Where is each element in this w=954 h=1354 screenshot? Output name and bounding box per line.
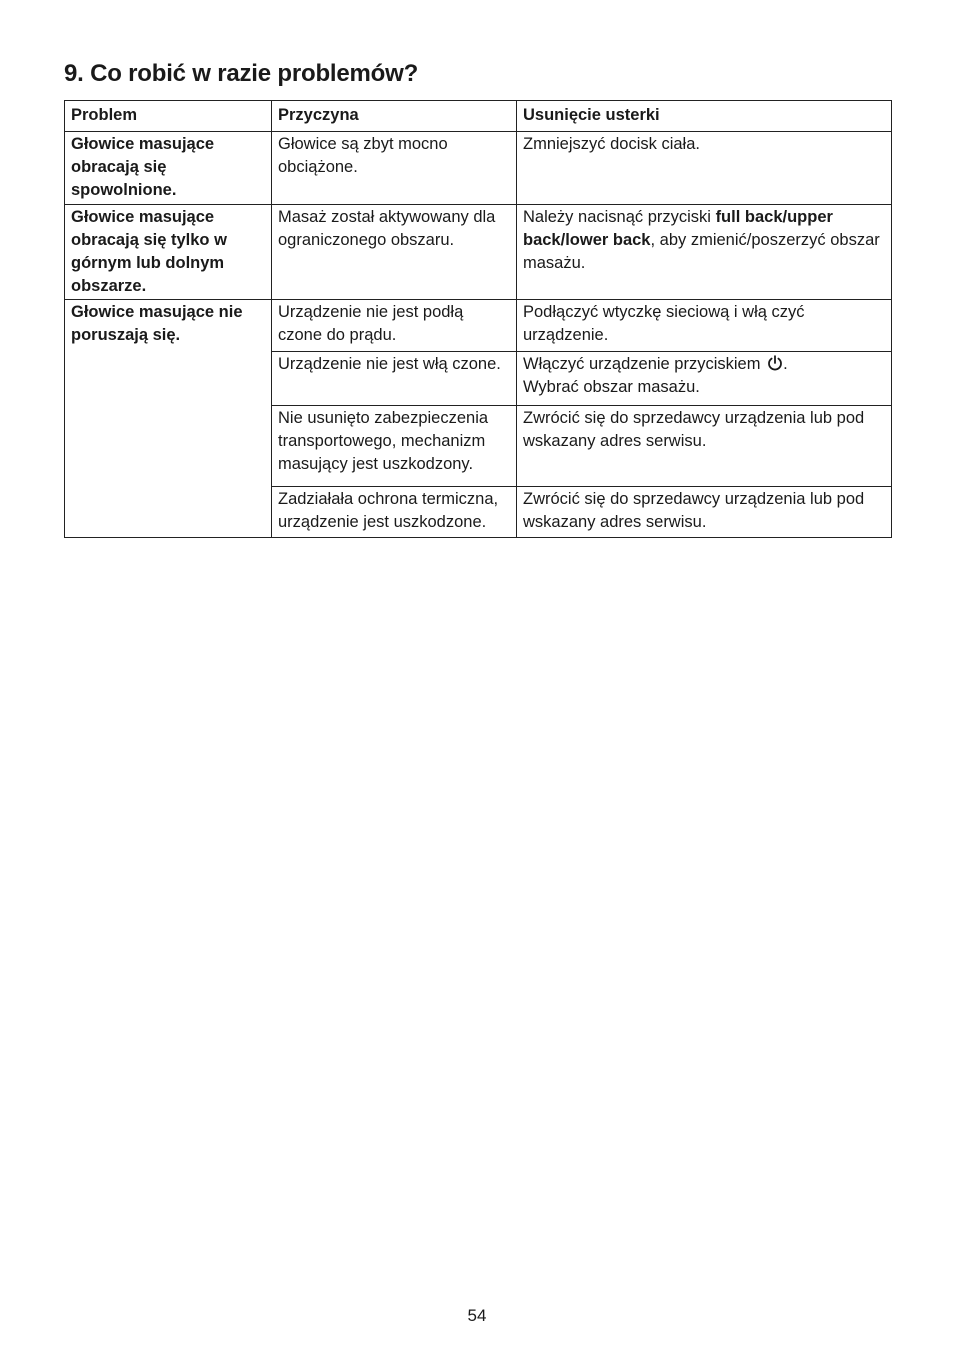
problem-cell: Głowice masujące obracają się spowolnione. — [65, 132, 272, 205]
header-remedy: Usunięcie usterki — [517, 101, 892, 132]
table-header-row — [65, 101, 892, 132]
page-title: 9. Co robić w razie problemów? — [64, 60, 419, 87]
cause-cell: Urządzenie nie jest włą czone. — [272, 352, 517, 406]
problem-cell: Głowice masujące nie poruszają się. — [65, 300, 272, 538]
remedy-text: , aby zmienić/poszerzyć obszar masażu. — [523, 231, 880, 272]
header-cause: Przyczyna — [272, 101, 517, 132]
remedy-text: Włączyć urządzenie przyciskiem — [523, 355, 766, 373]
remedy-cell: Zwrócić się do sprzedawcy urządzenia lub pod wskazany adres serwisu. — [517, 487, 892, 538]
table-row — [65, 132, 892, 205]
cause-cell: Głowice są zbyt mocno obciążone. — [272, 132, 517, 205]
troubleshooting-table — [64, 100, 892, 538]
problem-cell: Głowice masujące obracają się tylko w górnym lub dolnym obszarze. — [65, 205, 272, 300]
cause-cell: Urządzenie nie jest podłą czone do prądu. — [272, 300, 517, 352]
remedy-cell — [517, 205, 892, 300]
remedy-text: Należy nacisnąć przyciski — [523, 208, 716, 226]
remedy-text: . — [783, 355, 788, 373]
cause-cell: Nie usunięto zabezpieczenia transportowego, mechanizm masujący jest uszkodzony. — [272, 406, 517, 487]
remedy-cell: Podłączyć wtyczkę sieciową i włą czyć urządzenie. — [517, 300, 892, 352]
table-row — [65, 300, 892, 352]
cause-cell: Masaż został aktywowany dla ograniczonego obszaru. — [272, 205, 517, 300]
remedy-cell: Zmniejszyć docisk ciała. — [517, 132, 892, 205]
header-problem: Problem — [65, 101, 272, 132]
cause-cell: Zadziałała ochrona termiczna, urządzenie jest uszkodzone. — [272, 487, 517, 538]
button-names: full back/upper back/lower back — [523, 208, 833, 249]
remedy-text: Wybrać obszar masażu. — [523, 378, 700, 396]
remedy-cell: Zwrócić się do sprzedawcy urządzenia lub pod wskazany adres serwisu. — [517, 406, 892, 487]
power-icon — [767, 355, 783, 371]
remedy-cell — [517, 352, 892, 406]
page-number: 54 — [467, 1306, 487, 1325]
table-row — [65, 205, 892, 300]
